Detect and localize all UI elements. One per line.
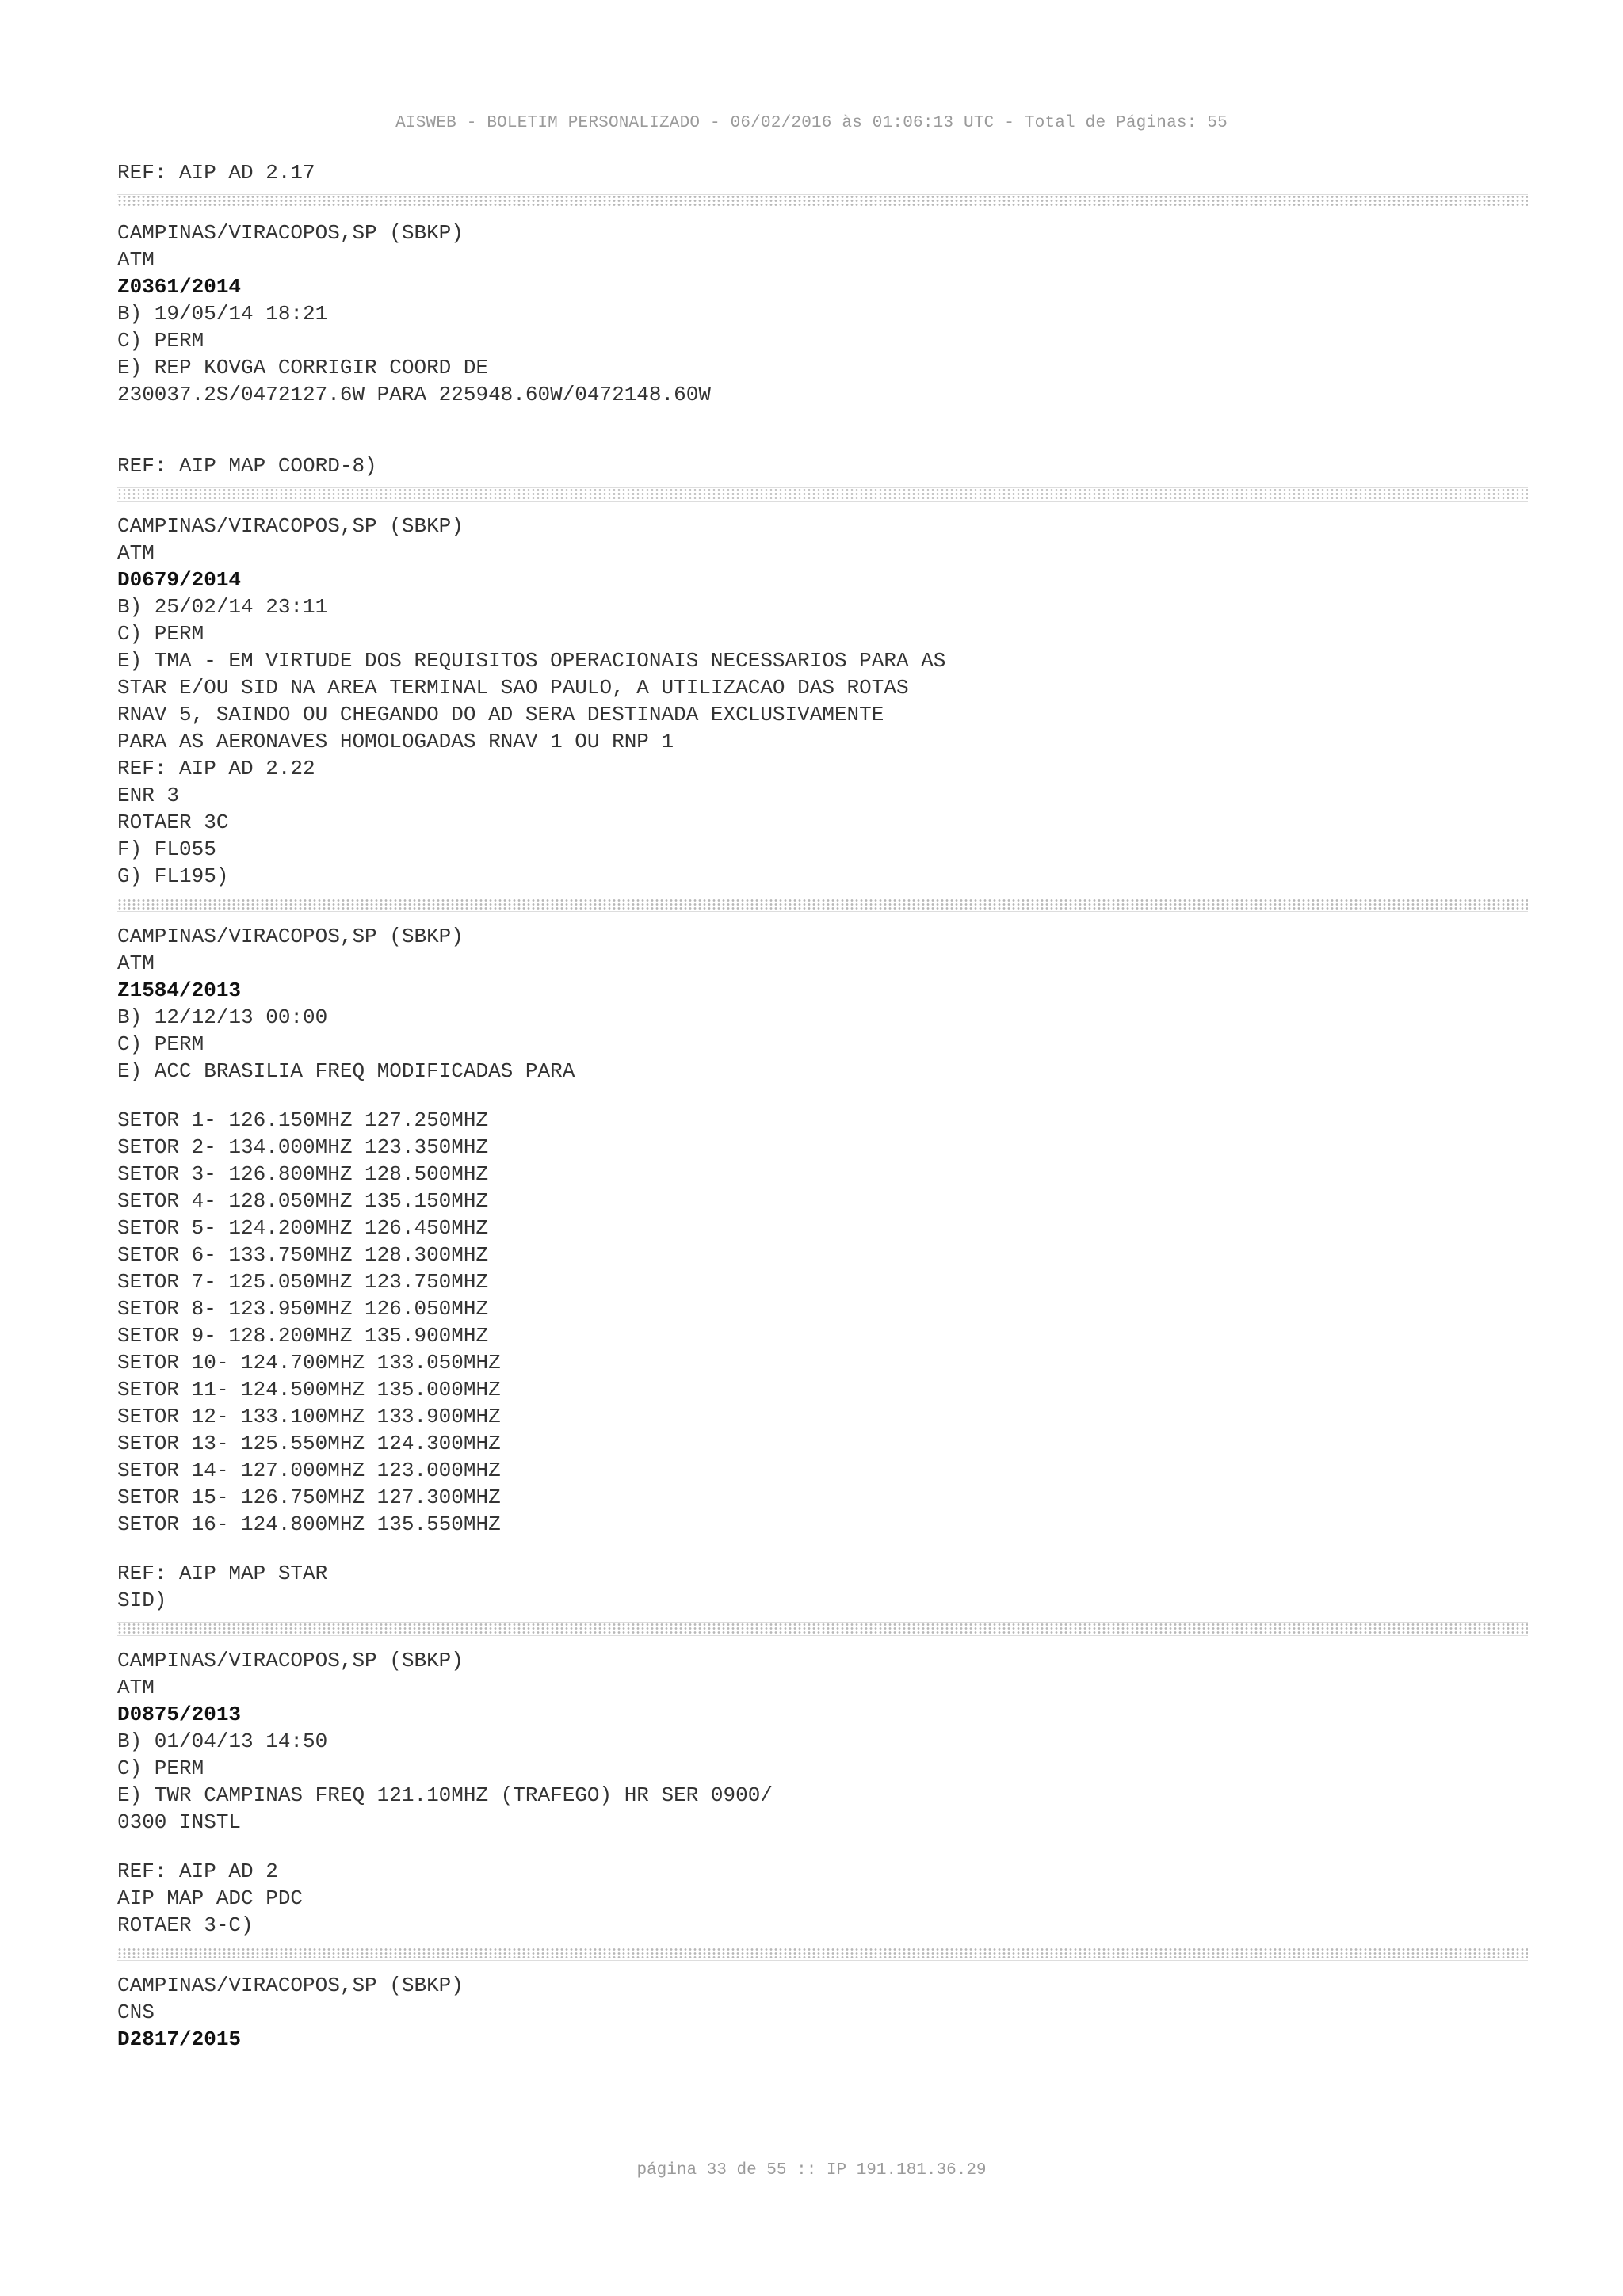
notam-text-line: E) TWR CAMPINAS FREQ 121.10MHZ (TRAFEGO) HR SER 0900/ <box>117 1783 773 1807</box>
notam-ref-line: SID) <box>117 1589 167 1612</box>
notam-text-line: F) FL055 <box>117 837 216 861</box>
notam-entry <box>117 219 1528 479</box>
notam-id: D0679/2014 <box>117 568 242 592</box>
notam-text-line: REF: AIP AD 2.22 <box>117 757 315 780</box>
sector-frequency: SETOR 13- 125.550MHZ 124.300MHZ <box>117 1432 501 1455</box>
sector-frequency: SETOR 7- 125.050MHZ 123.750MHZ <box>117 1270 489 1294</box>
sector-frequency: SETOR 3- 126.800MHZ 128.500MHZ <box>117 1162 489 1186</box>
notam-text-line: ENR 3 <box>117 784 180 807</box>
notam-entry <box>117 1972 1528 2053</box>
sector-frequency: SETOR 2- 134.000MHZ 123.350MHZ <box>117 1135 489 1159</box>
reference-line: REF: AIP AD 2.17 <box>117 161 315 185</box>
separator <box>117 194 1528 208</box>
notam-end: C) PERM <box>117 622 204 646</box>
notam-id: D2817/2015 <box>117 2027 242 2051</box>
notam-entry <box>117 1647 1528 1939</box>
notam-text-line: PARA AS AERONAVES HOMOLOGADAS RNAV 1 OU RNP 1 <box>117 730 674 753</box>
sector-frequency: SETOR 6- 133.750MHZ 128.300MHZ <box>117 1243 489 1267</box>
notam-text-line: STAR E/OU SID NA AREA TERMINAL SAO PAULO, A UTILIZACAO DAS ROTAS <box>117 676 909 700</box>
notam-location: CAMPINAS/VIRACOPOS,SP (SBKP) <box>117 925 464 948</box>
notam-category: CNS <box>117 2000 155 2024</box>
notam-text-line: ROTAER 3C <box>117 810 229 834</box>
notam-start: B) 25/02/14 23:11 <box>117 595 328 619</box>
sector-frequency: SETOR 9- 128.200MHZ 135.900MHZ <box>117 1324 489 1348</box>
notam-entry <box>117 513 1528 890</box>
notam-end: C) PERM <box>117 1756 204 1780</box>
notam-text-line: RNAV 5, SAINDO OU CHEGANDO DO AD SERA DESTINADA EXCLUSIVAMENTE <box>117 703 884 727</box>
notam-text-line: G) FL195) <box>117 864 229 888</box>
notam-location: CAMPINAS/VIRACOPOS,SP (SBKP) <box>117 221 464 245</box>
notam-entry <box>117 923 1528 1614</box>
notam-start: B) 01/04/13 14:50 <box>117 1730 328 1753</box>
sector-frequency: SETOR 8- 123.950MHZ 126.050MHZ <box>117 1297 489 1321</box>
notam-text-line: E) ACC BRASILIA FREQ MODIFICADAS PARA <box>117 1059 575 1083</box>
sector-frequency: SETOR 11- 124.500MHZ 135.000MHZ <box>117 1378 501 1402</box>
bulletin-content <box>117 159 1528 2053</box>
sector-frequency: SETOR 4- 128.050MHZ 135.150MHZ <box>117 1189 489 1213</box>
separator <box>117 1622 1528 1636</box>
separator <box>117 1947 1528 1961</box>
notam-category: ATM <box>117 1676 155 1699</box>
sector-frequency: SETOR 12- 133.100MHZ 133.900MHZ <box>117 1405 501 1428</box>
notam-id: Z0361/2014 <box>117 275 242 299</box>
separator <box>117 487 1528 502</box>
notam-category: ATM <box>117 248 155 272</box>
separator <box>117 898 1528 912</box>
notam-location: CAMPINAS/VIRACOPOS,SP (SBKP) <box>117 1974 464 1997</box>
notam-start: B) 19/05/14 18:21 <box>117 302 328 326</box>
notam-category: ATM <box>117 952 155 975</box>
notam-ref-line: REF: AIP MAP COORD-8) <box>117 454 377 478</box>
notam-id: D0875/2013 <box>117 1703 242 1726</box>
notam-ref-line: AIP MAP ADC PDC <box>117 1886 304 1910</box>
page-header: AISWEB - BOLETIM PERSONALIZADO - 06/02/2016 às 01:06:13 UTC - Total de Páginas: 55 <box>395 114 1228 132</box>
notam-end: C) PERM <box>117 1032 204 1056</box>
sector-frequency: SETOR 10- 124.700MHZ 133.050MHZ <box>117 1351 501 1375</box>
notam-ref-line: REF: AIP MAP STAR <box>117 1562 328 1585</box>
notam-id: Z1584/2013 <box>117 978 242 1002</box>
sector-frequency: SETOR 15- 126.750MHZ 127.300MHZ <box>117 1486 501 1509</box>
notam-start: B) 12/12/13 00:00 <box>117 1005 328 1029</box>
notam-location: CAMPINAS/VIRACOPOS,SP (SBKP) <box>117 1649 464 1672</box>
notam-location: CAMPINAS/VIRACOPOS,SP (SBKP) <box>117 514 464 538</box>
notam-text-line: E) TMA - EM VIRTUDE DOS REQUISITOS OPERACIONAIS NECESSARIOS PARA AS <box>117 649 946 673</box>
page-footer: página 33 de 55 :: IP 191.181.36.29 <box>636 2161 987 2180</box>
notam-category: ATM <box>117 541 155 565</box>
sector-frequency: SETOR 14- 127.000MHZ 123.000MHZ <box>117 1459 501 1482</box>
notam-text-line: E) REP KOVGA CORRIGIR COORD DE <box>117 356 489 379</box>
notam-ref-line: REF: AIP AD 2 <box>117 1859 278 1883</box>
notam-end: C) PERM <box>117 329 204 353</box>
sector-frequency: SETOR 16- 124.800MHZ 135.550MHZ <box>117 1512 501 1536</box>
notam-text-line: 0300 INSTL <box>117 1810 242 1834</box>
sector-frequency: SETOR 5- 124.200MHZ 126.450MHZ <box>117 1216 489 1240</box>
sector-frequency: SETOR 1- 126.150MHZ 127.250MHZ <box>117 1108 489 1132</box>
notam-ref-line: ROTAER 3-C) <box>117 1913 254 1937</box>
notam-text-line: 230037.2S/0472127.6W PARA 225948.60W/0472148.60W <box>117 383 711 406</box>
